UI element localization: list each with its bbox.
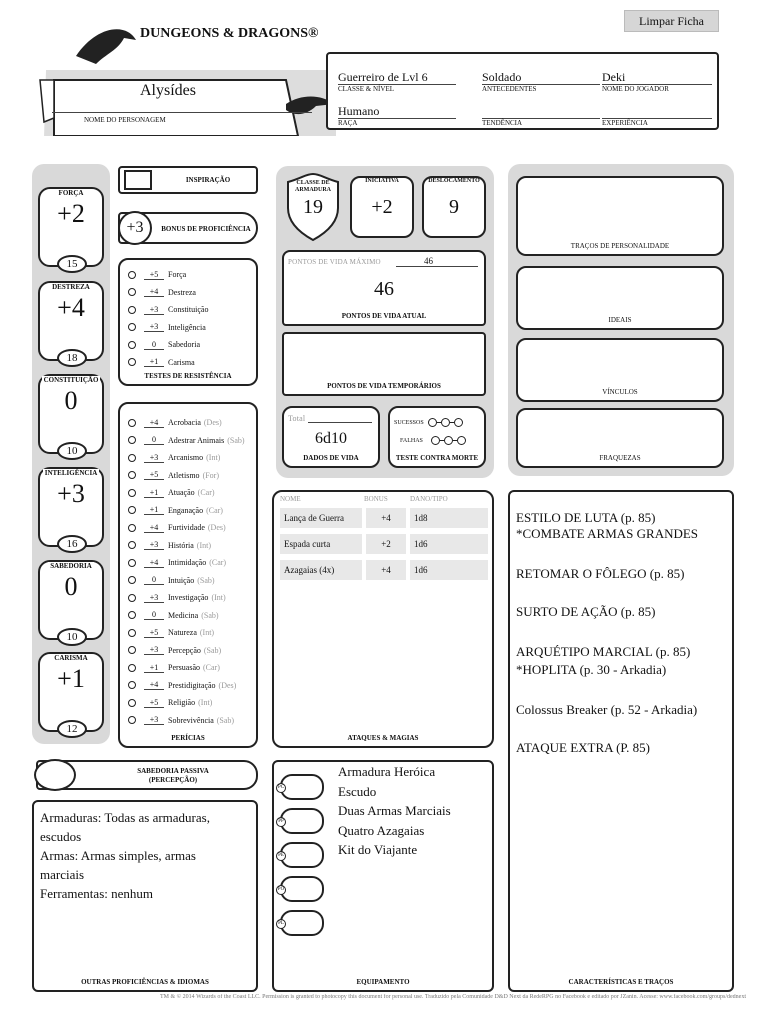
character-name-value[interactable]: Alysídes [140, 82, 196, 99]
ability-strength: FORÇA +2 15 [38, 187, 104, 267]
saving-throw-row[interactable] [128, 336, 200, 353]
proficiency-checkbox[interactable] [128, 611, 136, 619]
skill-mod[interactable]: +3 [144, 540, 164, 550]
class-level-field[interactable]: Guerreiro de Lvl 6 CLASSE & NÍVEL [338, 70, 456, 94]
inspiration-input[interactable] [124, 170, 152, 190]
ability-score[interactable]: 16 [57, 535, 87, 553]
logo-text: DUNGEONS & DRAGONS® [140, 26, 319, 41]
ability-score[interactable]: 10 [57, 628, 87, 646]
proficiency-bonus-value[interactable]: +3 [118, 211, 152, 245]
personality-label: VÍNCULOS [602, 388, 638, 396]
equipment-item[interactable]: Escudo [338, 783, 377, 799]
saving-throw-row[interactable] [128, 301, 208, 318]
skill-name: Atletismo [168, 470, 200, 480]
personality-box[interactable] [516, 408, 724, 468]
skill-mod[interactable]: +3 [144, 453, 164, 463]
coin-label: PO [276, 885, 286, 895]
proficiency-checkbox[interactable] [128, 454, 136, 462]
attack-damage[interactable]: 1d6 [410, 534, 488, 554]
proficiency-checkbox[interactable] [128, 419, 136, 427]
personality-box[interactable] [516, 176, 724, 256]
skill-mod[interactable]: +4 [144, 558, 164, 568]
personality-label: TRAÇOS DE PERSONALIDADE [570, 242, 670, 250]
saving-throw-mod[interactable]: +5 [144, 270, 164, 280]
skill-row[interactable] [128, 554, 226, 571]
death-saves-box: SUCESSOS FALHAS TESTE CONTRA MORTE [388, 406, 486, 468]
equipment-item[interactable]: Duas Armas Marciais [338, 803, 451, 818]
experience-field[interactable]: EXPERIÊNCIA [602, 104, 712, 128]
skill-attribute: (Int) [198, 698, 213, 707]
proficiency-line: marciais [40, 867, 85, 882]
skill-mod[interactable]: +5 [144, 628, 164, 638]
attacks-box: NOME BONUS DANO/TIPO Lança de Guerra +4 1d8 Espada curta +2 1d6 Azagaias (4x) +4 1d6 ATAQUES & MAGIAS [272, 490, 494, 748]
attack-name[interactable]: Lança de Guerra [280, 508, 362, 528]
skill-mod[interactable]: +1 [144, 505, 164, 515]
skill-attribute: (Sab) [227, 435, 245, 445]
feature-item: *COMBATE ARMAS GRANDES [516, 526, 699, 541]
skill-mod[interactable]: +4 [144, 418, 164, 428]
saving-throw-name: Constituição [168, 305, 209, 314]
skill-attribute: (Int) [199, 628, 215, 637]
skill-attribute: (Car) [206, 505, 223, 515]
proficiency-checkbox[interactable] [128, 471, 136, 479]
coin-field[interactable] [277, 774, 324, 800]
inspiration-box: INSPIRAÇÃO [118, 166, 258, 194]
feature-item: RETOMAR O FÔLEGO (p. 85) [516, 566, 685, 581]
skill-name: Investigação [168, 593, 209, 602]
feature-item: *HOPLITA (p. 30 - Arkadia) [516, 662, 667, 677]
character-name-label: NOME DO PERSONAGEM [84, 116, 166, 124]
ability-score[interactable]: 12 [57, 720, 87, 738]
coin-field[interactable] [280, 910, 324, 936]
hp-max-label: PONTOS DE VIDA MÁXIMO [288, 258, 381, 266]
attack-damage[interactable]: 1d6 [410, 560, 488, 580]
skill-mod[interactable]: 0 [144, 610, 164, 620]
proficiency-checkbox[interactable] [128, 629, 136, 637]
initiative-value[interactable]: +2 [371, 196, 393, 218]
attack-bonus[interactable]: +2 [366, 534, 406, 554]
skill-name: Percepção [168, 645, 201, 655]
skill-attribute: (Des) [203, 418, 222, 427]
skill-row[interactable] [128, 624, 214, 641]
ability-wisdom: SABEDORIA 0 10 [38, 560, 104, 640]
proficiency-checkbox[interactable] [128, 541, 136, 549]
saving-throw-name: Inteligência [168, 322, 206, 332]
skill-name: Atuação [168, 488, 195, 497]
skill-attribute: (Int) [206, 453, 221, 462]
speed-box: DESLOCAMENTO 9 [422, 176, 486, 238]
skill-row[interactable] [128, 414, 222, 431]
proficiency-line: Armas: Armas simples, armas [40, 848, 196, 863]
attack-damage[interactable]: 1d8 [410, 508, 488, 528]
hp-current-box: PONTOS DE VIDA MÁXIMO 46 46 PONTOS DE VIDA ATUAL [282, 250, 486, 326]
feature-item: ATAQUE EXTRA (P. 85) [516, 740, 651, 755]
race-field[interactable]: Humano RAÇA [338, 104, 456, 128]
skill-attribute: (Des) [218, 680, 237, 690]
death-successes[interactable]: SUCESSOS [394, 418, 463, 427]
saving-throw-mod[interactable]: 0 [144, 340, 164, 350]
proficiency-checkbox[interactable] [128, 681, 136, 689]
armor-class-value[interactable]: 19 [303, 196, 323, 218]
skill-attribute: (Des) [207, 523, 226, 532]
skill-row[interactable] [128, 467, 219, 484]
skill-name: Intuição [168, 575, 195, 585]
initiative-box: INICIATIVA +2 [350, 176, 414, 238]
player-name-field[interactable]: Deki NOME DO JOGADOR [602, 70, 712, 94]
skill-row[interactable] [128, 694, 212, 711]
skills-box: +4 Acrobacia (Des) 0 Adestrar Animais (Sab) +3 Arcanismo (Int) +5 Atletismo (For) +1 Atuação (Car) +1 Enganação (Car) +4 Furtividade (Des) +3 História (Int) +4 Intimidação (Car) 0 Intuição (Sab) +3 Investigação (Int) 0 Medicina (Sab) +5 Natureza (Int) +3 Percepção (Sab) +1 Persuasão (Car) +4 Prestidigitação (Des) +5 Religião (Int) +3 Sobrevivência (Sab) PERÍCIAS [118, 402, 258, 748]
ability-mod[interactable]: +4 [57, 293, 85, 322]
skill-name: Adestrar Animais [168, 435, 225, 445]
skill-name: Prestidigitação [168, 680, 216, 690]
skill-mod[interactable]: +4 [144, 523, 164, 533]
skill-mod[interactable]: +1 [144, 488, 164, 498]
proficiency-checkbox[interactable] [128, 699, 136, 707]
skill-mod[interactable]: +5 [144, 698, 164, 708]
coin-label: PC [276, 783, 286, 793]
personality-box[interactable] [516, 266, 724, 330]
skill-name: Sobrevivência [168, 715, 214, 725]
personality-box[interactable] [516, 338, 724, 402]
skill-row[interactable] [128, 677, 236, 694]
alignment-field[interactable]: TENDÊNCIA [482, 104, 600, 128]
skill-name: Furtividade [168, 523, 205, 532]
skill-mod[interactable]: 0 [144, 575, 164, 585]
skill-attribute: (Sab) [216, 715, 235, 725]
skill-row[interactable] [128, 572, 215, 589]
skill-mod[interactable]: +3 [144, 715, 164, 725]
hp-temp-box[interactable]: PONTOS DE VIDA TEMPORÁRIOS [282, 332, 486, 396]
skill-attribute: (Car) [209, 558, 227, 567]
skill-attribute: (Sab) [201, 610, 219, 620]
skill-row[interactable] [128, 712, 234, 729]
coin-field[interactable] [280, 842, 324, 868]
skill-row[interactable] [128, 642, 221, 659]
proficiency-checkbox[interactable] [128, 716, 136, 724]
attack-name[interactable]: Espada curta [280, 534, 362, 554]
ability-mod[interactable]: +3 [57, 479, 85, 508]
skill-attribute: (Int) [196, 540, 211, 550]
skill-attribute: (For) [202, 470, 220, 480]
proficiency-checkbox[interactable] [128, 323, 136, 331]
proficiency-line: escudos [40, 829, 82, 844]
skill-name: Enganação [168, 505, 204, 515]
proficiencies-box[interactable]: Armaduras: Todas as armaduras, escudos Armas: Armas simples, armas marciais Ferramentas: nenhum OUTRAS PROFICIÊNCIAS & IDIOMAS [32, 800, 258, 992]
proficiency-checkbox[interactable] [128, 341, 136, 349]
ability-mod[interactable]: +2 [57, 199, 85, 228]
skill-mod[interactable]: +5 [144, 470, 164, 480]
skill-attribute: (Sab) [197, 575, 215, 585]
ability-mod[interactable]: 0 [64, 386, 78, 415]
skill-row[interactable] [128, 537, 211, 554]
hit-dice-value[interactable]: 6d10 [315, 430, 347, 447]
armor-class-label: CLASSE DE ARMADURA [295, 180, 331, 193]
saving-throw-name: Sabedoria [168, 340, 200, 349]
ability-score[interactable]: 10 [57, 442, 87, 460]
features-box[interactable]: ESTILO DE LUTA (p. 85) *COMBATE ARMAS GRANDES RETOMAR O FÔLEGO (p. 85) SURTO DE AÇÃO (p. 85) ARQUÉTIPO MARCIAL (p. 85) *HOPLITA (p. 30 - Arkadia) Colossus Breaker (p. 52 - Arkadia) ATAQUE EXTRA (P. 85) CARACTERÍSTICAS E TRAÇOS [508, 490, 734, 992]
coin-label: PP [276, 817, 286, 827]
clear-sheet-button[interactable]: Limpar Ficha [624, 10, 719, 32]
personality-label: FRAQUEZAS [599, 454, 641, 462]
skill-mod[interactable]: +4 [144, 680, 164, 690]
equipment-item[interactable]: Kit do Viajante [338, 842, 418, 857]
proficiency-checkbox[interactable] [128, 271, 136, 279]
ability-constitution: CONSTITUIÇÃO 0 10 [38, 374, 104, 454]
attack-bonus[interactable]: +4 [366, 560, 406, 580]
saving-throw-row[interactable] [128, 354, 195, 371]
saving-throw-name: Força [168, 270, 187, 279]
skill-name: Persuasão [168, 663, 200, 672]
skill-mod[interactable]: +1 [144, 663, 164, 673]
proficiency-checkbox[interactable] [128, 664, 136, 672]
equipment-item[interactable]: Quatro Azagaias [338, 822, 425, 838]
saving-throw-mod[interactable]: +3 [144, 322, 164, 332]
proficiency-checkbox[interactable] [128, 559, 136, 567]
proficiency-checkbox[interactable] [128, 288, 136, 296]
feature-item: SURTO DE AÇÃO (p. 85) [516, 604, 656, 619]
skill-row[interactable] [128, 659, 220, 676]
equipment-item[interactable]: Armadura Heróica [338, 764, 436, 779]
skill-attribute: (Car) [197, 488, 215, 497]
feature-item: ARQUÉTIPO MARCIAL (p. 85) [516, 644, 691, 659]
proficiency-checkbox[interactable] [128, 358, 136, 366]
proficiency-checkbox[interactable] [128, 306, 136, 314]
passive-wisdom-box: SABEDORIA PASSIVA (PERCEPÇÃO) [36, 760, 258, 790]
skill-name: Arcanismo [168, 453, 204, 462]
proficiency-line: Ferramentas: nenhum [40, 886, 153, 901]
skill-row[interactable] [128, 484, 215, 501]
skill-name: Medicina [168, 610, 199, 620]
attack-name[interactable]: Azagaias (4x) [280, 560, 362, 580]
skill-name: Intimidação [168, 558, 207, 567]
proficiency-box: +3 BONUS DE PROFICIÊNCIA [118, 212, 258, 244]
skill-row[interactable] [128, 607, 219, 624]
hit-dice-box: Total 6d10 DADOS DE VIDA [282, 406, 380, 468]
saving-throw-row[interactable] [128, 319, 206, 336]
saving-throw-mod[interactable]: +4 [144, 287, 164, 297]
saving-throw-name: Carisma [168, 357, 195, 367]
coin-field[interactable] [277, 876, 324, 902]
saving-throw-name: Destreza [168, 287, 196, 297]
proficiency-checkbox[interactable] [128, 646, 136, 654]
proficiency-checkbox[interactable] [128, 594, 136, 602]
hp-max-value[interactable]: 46 [424, 256, 433, 266]
death-failures[interactable]: FALHAS [400, 436, 466, 445]
ability-score[interactable]: 15 [57, 255, 87, 273]
skill-mod[interactable]: +3 [144, 645, 164, 655]
proficiency-checkbox[interactable] [128, 524, 136, 532]
proficiency-line: Armaduras: Todas as armaduras, [40, 810, 210, 825]
coin-label: PE [276, 851, 286, 861]
proficiency-checkbox[interactable] [128, 576, 136, 584]
footer-copyright: TM & © 2014 Wizards of the Coast LLC. Permission is granted to photocopy this document for personal use. Traduzido pela Comunidade D&D Next da RedeRPG no Facebook e editado por JZanin. Acesse: www.facebook.com/groups/dednext [159, 994, 746, 1000]
saving-throw-row[interactable] [128, 284, 196, 301]
skill-attribute: (Int) [211, 593, 226, 602]
feature-item: Colossus Breaker (p. 52 - Arkadia) [516, 702, 698, 717]
coin-label: PL [276, 919, 286, 929]
saving-throw-mod[interactable]: +1 [144, 357, 164, 367]
passive-wisdom-value[interactable] [34, 759, 76, 791]
skill-name: Religião [168, 698, 196, 707]
proficiency-checkbox[interactable] [128, 506, 136, 514]
header-info-box [326, 52, 719, 130]
ability-mod[interactable]: 0 [64, 572, 78, 601]
skill-name: Natureza [168, 628, 197, 637]
ability-score[interactable]: 18 [57, 349, 87, 367]
hp-current-value[interactable]: 46 [374, 278, 394, 300]
personality-label: IDEAIS [608, 316, 632, 324]
ability-mod[interactable]: +1 [57, 664, 85, 693]
ability-intelligence: INTELIGÊNCIA +3 16 [38, 467, 104, 547]
proficiency-checkbox[interactable] [128, 489, 136, 497]
saving-throw-mod[interactable]: +3 [144, 305, 164, 315]
skill-mod[interactable]: +3 [144, 593, 164, 603]
skill-row[interactable] [128, 449, 220, 466]
ability-dexterity: DESTREZA +4 18 [38, 281, 104, 361]
speed-value[interactable]: 9 [449, 196, 459, 218]
ability-charisma: CARISMA +1 12 [38, 652, 104, 732]
skill-name: Acrobacia [168, 418, 201, 427]
skill-row[interactable] [128, 432, 245, 449]
skill-mod[interactable]: 0 [144, 435, 164, 445]
skill-row[interactable] [128, 502, 223, 519]
proficiency-checkbox[interactable] [128, 436, 136, 444]
skill-attribute: (Sab) [203, 645, 222, 655]
coin-field[interactable] [280, 808, 324, 834]
feature-item: ESTILO DE LUTA (p. 85) [516, 510, 656, 525]
attack-bonus[interactable]: +4 [366, 508, 406, 528]
equipment-box: PC PP PE PO PL Armadura Heróica Escudo Duas Armas Marciais Quatro Azagaias Kit do Viajante EQUIPAMENTO [272, 760, 494, 992]
saving-throws-box: +5 Força +4 Destreza +3 Constituição +3 Inteligência 0 Sabedoria +1 Carisma TESTES DE RESISTÊNCIA [118, 258, 258, 386]
background-field[interactable]: Soldado ANTECEDENTES [482, 70, 600, 94]
skill-attribute: (Car) [203, 663, 220, 672]
dragon-logo-icon [76, 29, 136, 64]
skill-name: História [168, 540, 194, 550]
saving-throw-row[interactable] [128, 266, 186, 283]
skill-row[interactable] [128, 589, 226, 606]
skill-row[interactable] [128, 519, 226, 536]
